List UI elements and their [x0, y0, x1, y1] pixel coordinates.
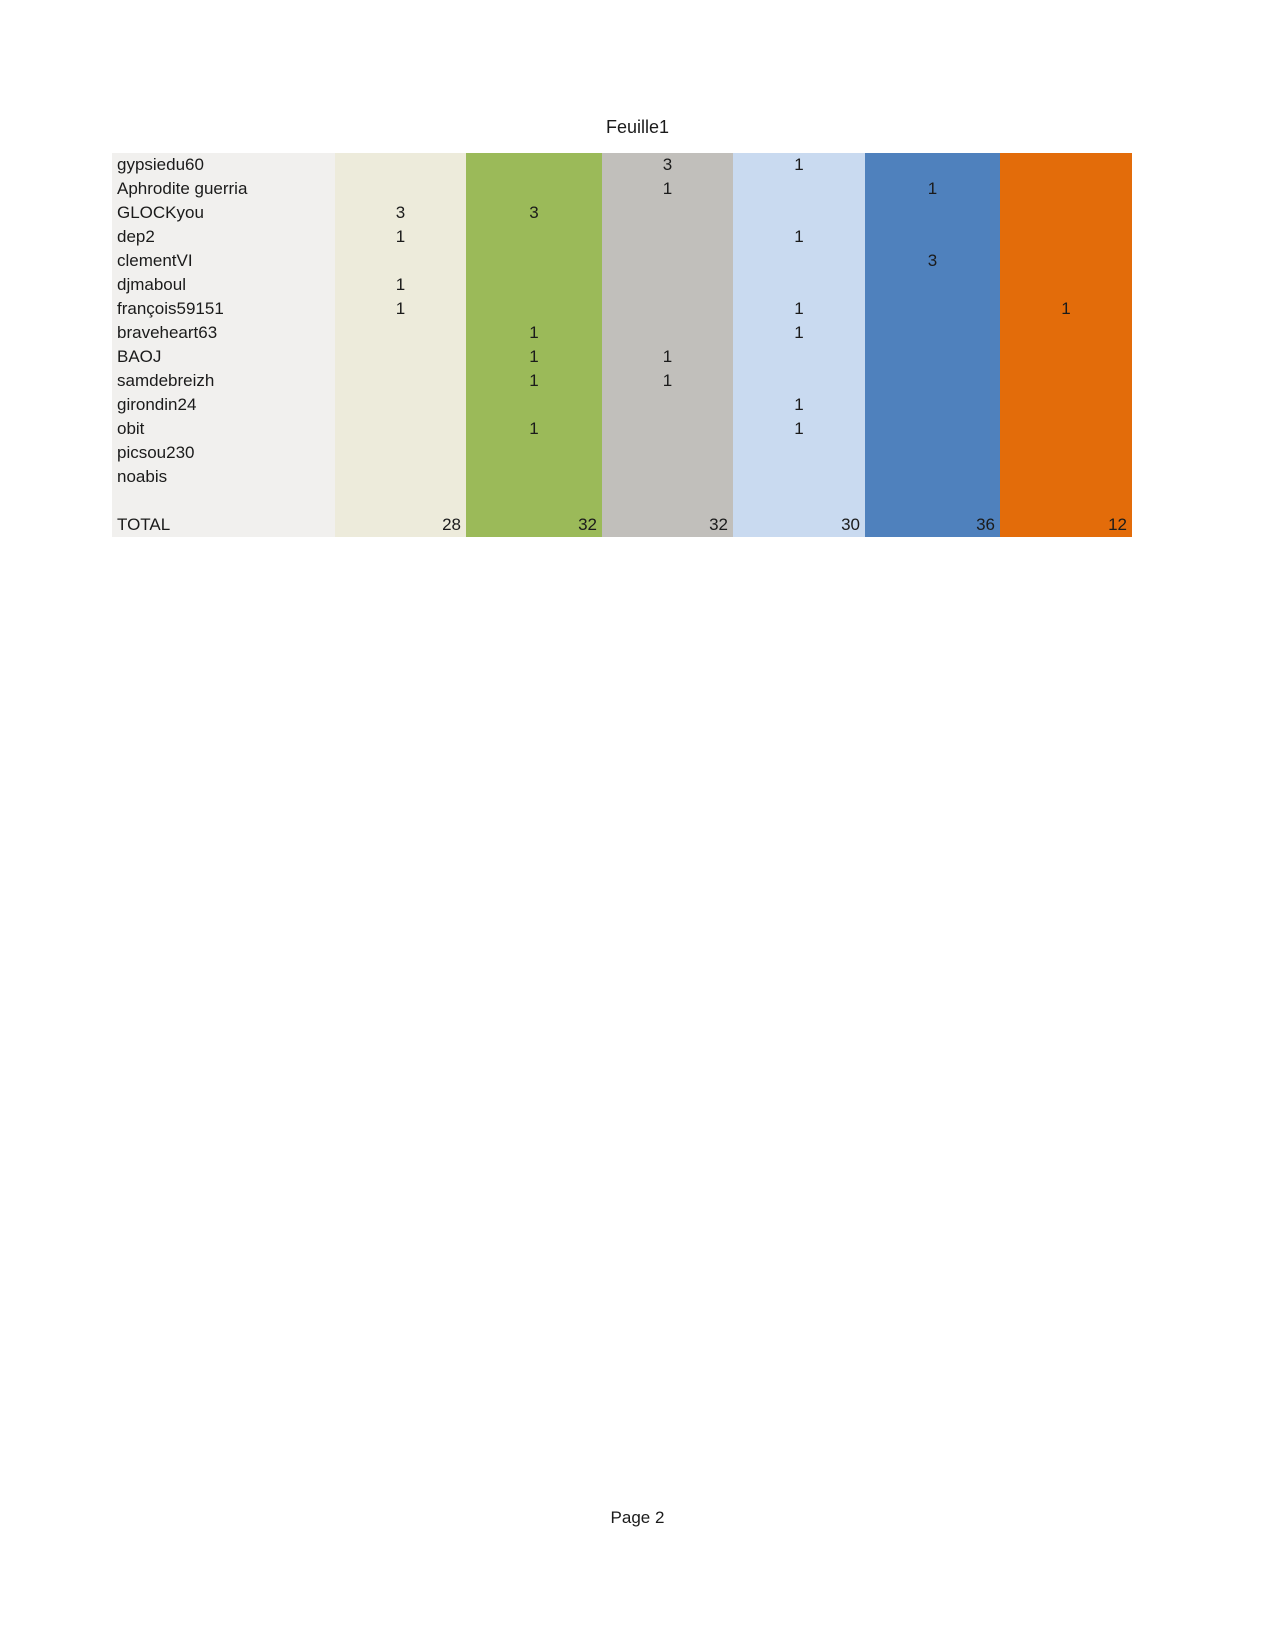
value-cell-green [466, 153, 602, 177]
value-cell-gray [602, 273, 733, 297]
table-row [112, 393, 1132, 417]
total-value-cell-beige: 28 [335, 513, 466, 537]
value-cell-gray [602, 225, 733, 249]
value-cell-light-blue [733, 273, 865, 297]
table-row [112, 273, 1132, 297]
player-name-cell: noabis [112, 465, 335, 489]
table-row [112, 345, 1132, 369]
value-cell-beige: 3 [335, 201, 466, 225]
player-name-cell: BAOJ [112, 345, 335, 369]
player-name-cell: djmaboul [112, 273, 335, 297]
player-name-cell: girondin24 [112, 393, 335, 417]
value-cell-dark-blue [865, 369, 1000, 393]
table-row [112, 225, 1132, 249]
value-cell-green: 1 [466, 345, 602, 369]
value-cell-green [466, 441, 602, 465]
player-name-cell: obit [112, 417, 335, 441]
total-value-cell-light-blue: 30 [733, 513, 865, 537]
value-cell-light-blue [733, 249, 865, 273]
value-cell-dark-blue: 1 [865, 177, 1000, 201]
value-cell-green [466, 297, 602, 321]
value-cell-light-blue: 1 [733, 297, 865, 321]
value-cell-green [466, 465, 602, 489]
value-cell-beige: 1 [335, 297, 466, 321]
player-name-cell: clementVI [112, 249, 335, 273]
player-name-cell: gypsiedu60 [112, 153, 335, 177]
value-cell-dark-blue [865, 393, 1000, 417]
value-cell-light-blue [733, 489, 865, 513]
value-cell-orange [1000, 465, 1132, 489]
value-cell-green: 1 [466, 321, 602, 345]
value-cell-dark-blue: 3 [865, 249, 1000, 273]
value-cell-green [466, 177, 602, 201]
player-name-cell: Aphrodite guerria [112, 177, 335, 201]
value-cell-green [466, 273, 602, 297]
table-row [112, 369, 1132, 393]
value-cell-beige [335, 393, 466, 417]
value-cell-orange [1000, 153, 1132, 177]
player-name-cell: françois59151 [112, 297, 335, 321]
total-row [112, 513, 1132, 537]
value-cell-orange [1000, 489, 1132, 513]
value-cell-beige [335, 465, 466, 489]
table-row [112, 153, 1132, 177]
value-cell-gray: 1 [602, 177, 733, 201]
value-cell-gray [602, 249, 733, 273]
value-cell-gray [602, 201, 733, 225]
value-cell-orange [1000, 273, 1132, 297]
value-cell-green [466, 393, 602, 417]
value-cell-beige [335, 489, 466, 513]
value-cell-dark-blue [865, 465, 1000, 489]
value-cell-dark-blue [865, 441, 1000, 465]
total-value-cell-dark-blue: 36 [865, 513, 1000, 537]
table-row [112, 417, 1132, 441]
value-cell-orange [1000, 393, 1132, 417]
total-value-cell-green: 32 [466, 513, 602, 537]
value-cell-beige [335, 345, 466, 369]
sheet-title: Feuille1 [605, 117, 670, 137]
value-cell-green [466, 225, 602, 249]
player-name-cell: samdebreizh [112, 369, 335, 393]
value-cell-light-blue: 1 [733, 417, 865, 441]
value-cell-dark-blue [865, 153, 1000, 177]
total-label: TOTAL [112, 513, 335, 537]
value-cell-beige [335, 177, 466, 201]
value-cell-dark-blue [865, 201, 1000, 225]
value-cell-orange [1000, 345, 1132, 369]
value-cell-dark-blue [865, 345, 1000, 369]
table-row [112, 489, 1132, 513]
value-cell-light-blue [733, 345, 865, 369]
value-cell-orange: 1 [1000, 297, 1132, 321]
value-cell-gray [602, 417, 733, 441]
player-name-cell: GLOCKyou [112, 201, 335, 225]
value-cell-beige [335, 441, 466, 465]
value-cell-gray [602, 393, 733, 417]
value-cell-green: 3 [466, 201, 602, 225]
table-row [112, 201, 1132, 225]
value-cell-light-blue [733, 369, 865, 393]
value-cell-orange [1000, 417, 1132, 441]
value-cell-gray [602, 465, 733, 489]
value-cell-dark-blue [865, 489, 1000, 513]
table-row [112, 297, 1132, 321]
value-cell-beige [335, 153, 466, 177]
total-value-cell-gray: 32 [602, 513, 733, 537]
page-footer: Page 2 [610, 1508, 665, 1527]
value-cell-beige [335, 417, 466, 441]
value-cell-gray: 1 [602, 345, 733, 369]
value-cell-beige [335, 321, 466, 345]
table-row [112, 321, 1132, 345]
value-cell-gray: 3 [602, 153, 733, 177]
table-row [112, 441, 1132, 465]
table-row [112, 249, 1132, 273]
value-cell-orange [1000, 201, 1132, 225]
value-cell-dark-blue [865, 321, 1000, 345]
value-cell-gray [602, 441, 733, 465]
value-cell-light-blue [733, 201, 865, 225]
value-cell-orange [1000, 441, 1132, 465]
value-cell-orange [1000, 369, 1132, 393]
value-cell-gray [602, 321, 733, 345]
value-cell-beige: 1 [335, 225, 466, 249]
value-cell-green: 1 [466, 369, 602, 393]
value-cell-green [466, 249, 602, 273]
value-cell-dark-blue [865, 297, 1000, 321]
value-cell-gray [602, 297, 733, 321]
player-name-cell [112, 489, 335, 513]
value-cell-dark-blue [865, 417, 1000, 441]
spreadsheet-table [112, 153, 1132, 537]
player-name-cell: picsou230 [112, 441, 335, 465]
value-cell-green: 1 [466, 417, 602, 441]
value-cell-light-blue [733, 441, 865, 465]
table-row [112, 177, 1132, 201]
value-cell-orange [1000, 177, 1132, 201]
value-cell-beige: 1 [335, 273, 466, 297]
total-value-cell-orange: 12 [1000, 513, 1132, 537]
table-row [112, 465, 1132, 489]
value-cell-light-blue: 1 [733, 225, 865, 249]
grid-rows [112, 153, 1132, 513]
value-cell-gray: 1 [602, 369, 733, 393]
value-cell-light-blue [733, 177, 865, 201]
value-cell-light-blue [733, 465, 865, 489]
value-cell-orange [1000, 321, 1132, 345]
player-name-cell: braveheart63 [112, 321, 335, 345]
value-cell-light-blue: 1 [733, 393, 865, 417]
value-cell-green [466, 489, 602, 513]
value-cell-dark-blue [865, 225, 1000, 249]
value-cell-beige [335, 249, 466, 273]
value-cell-beige [335, 369, 466, 393]
value-cell-orange [1000, 225, 1132, 249]
player-name-cell: dep2 [112, 225, 335, 249]
value-cell-light-blue: 1 [733, 321, 865, 345]
value-cell-gray [602, 489, 733, 513]
value-cell-dark-blue [865, 273, 1000, 297]
value-cell-orange [1000, 249, 1132, 273]
value-cell-light-blue: 1 [733, 153, 865, 177]
